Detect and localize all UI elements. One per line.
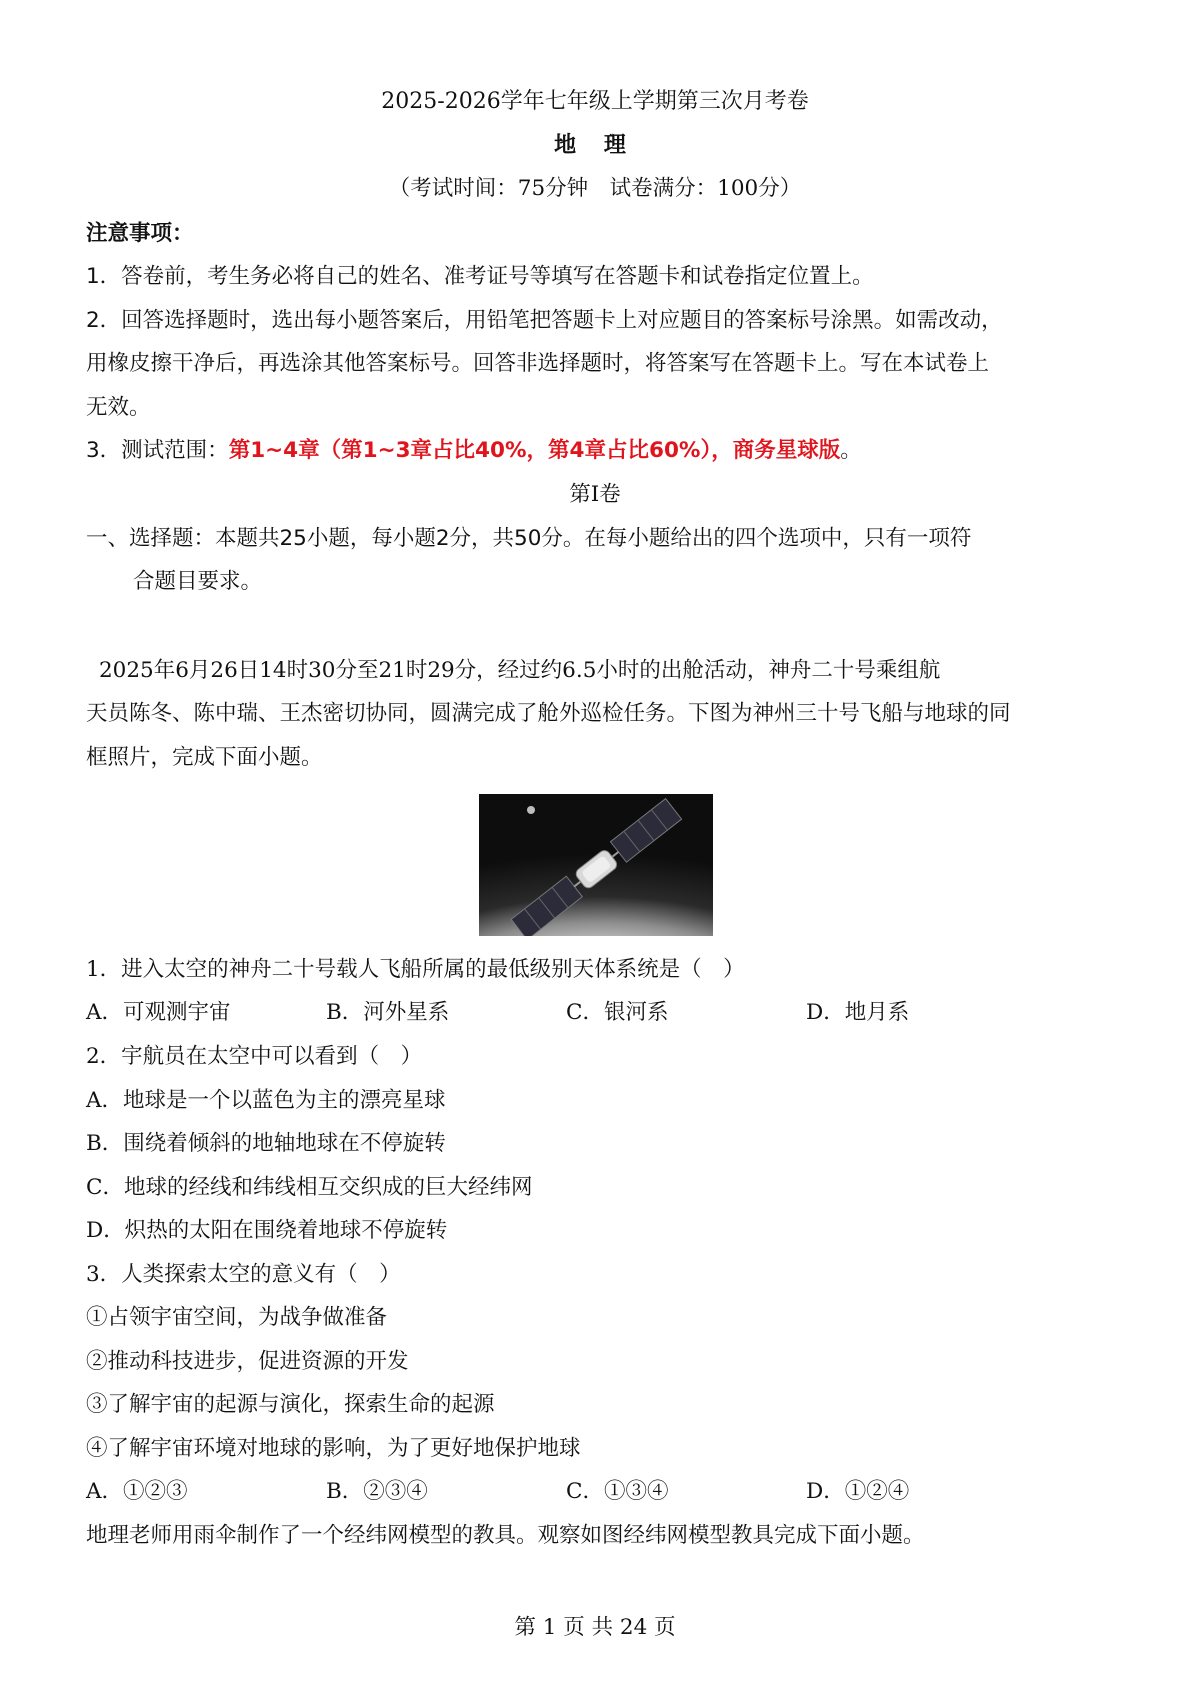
q3-option-d[interactable]: D．①②④	[806, 1479, 910, 1504]
notice-heading: 注意事项：	[86, 221, 194, 246]
page-footer: 第 1 页 共 24 页	[514, 1615, 676, 1640]
notice-item-2-line-1: 2．回答选择题时，选出每小题答案后，用铅笔把答题卡上对应题目的答案标号涂黑。如需改动，	[86, 308, 1003, 333]
q2-option-a[interactable]: A．地球是一个以蓝色为主的漂亮星球	[86, 1088, 446, 1113]
notice-item-1: 1．答卷前，考生务必将自己的姓名、准考证号等填写在答题卡和试卷指定位置上。	[86, 264, 874, 289]
q1-option-b[interactable]: B．河外星系	[326, 1000, 450, 1025]
q3-stem: 3．人类探索太空的意义有（ ）	[86, 1262, 401, 1287]
q2-stem: 2．宇航员在太空中可以看到（ ）	[86, 1044, 423, 1069]
notice-item-3-suffix: 。	[840, 438, 862, 463]
notice-item-2-line-3: 无效。	[86, 395, 151, 420]
exam-info: （考试时间：75分钟 试卷满分：100分）	[388, 176, 802, 201]
spacecraft-earth-photo	[479, 794, 713, 936]
q3-item-3: ③了解宇宙的起源与演化，探索生命的起源	[86, 1392, 495, 1417]
passage-1-line-1: 2025年6月26日14时30分至21时29分，经过约6.5小时的出舱活动，神舟二十号乘组航	[99, 658, 941, 683]
q1-option-d[interactable]: D．地月系	[806, 1000, 910, 1025]
q2-option-d[interactable]: D．炽热的太阳在围绕着地球不停旋转	[86, 1218, 448, 1243]
exam-title: 2025-2026学年七年级上学期第三次月考卷	[381, 89, 809, 114]
subject-title: 地 理	[554, 133, 636, 158]
q2-option-c[interactable]: C．地球的经线和纬线相互交织成的巨大经纬网	[86, 1175, 533, 1200]
passage-1-line-3: 框照片，完成下面小题。	[86, 745, 323, 770]
spacecraft-icon	[479, 794, 713, 936]
q2-option-b[interactable]: B．围绕着倾斜的地轴地球在不停旋转	[86, 1131, 446, 1156]
section-1-heading-line-1: 一、选择题：本题共25小题，每小题2分，共50分。在每小题给出的四个选项中，只有一项符	[86, 526, 972, 551]
notice-item-3-prefix: 3．测试范围：	[86, 438, 229, 463]
q3-options	[86, 1477, 1106, 1507]
q1-option-c[interactable]: C．银河系	[566, 1000, 669, 1025]
passage-1-line-2: 天员陈冬、陈中瑞、王杰密切协同，圆满完成了舱外巡检任务。下图为神州三十号飞船与地球的同	[86, 701, 1011, 726]
q3-option-a[interactable]: A．①②③	[86, 1479, 188, 1504]
q1-options	[86, 998, 1106, 1028]
notice-item-2-line-2: 用橡皮擦干净后，再选涂其他答案标号。回答非选择题时，将答案写在答题卡上。写在本试卷上	[86, 351, 990, 376]
q3-item-2: ②推动科技进步，促进资源的开发	[86, 1349, 409, 1374]
q3-item-1: ①占领宇宙空间，为战争做准备	[86, 1305, 388, 1330]
q1-stem: 1．进入太空的神舟二十号载人飞船所属的最低级别天体系统是（ ）	[86, 957, 745, 982]
q3-option-c[interactable]: C．①③④	[566, 1479, 669, 1504]
passage-2: 地理老师用雨伞制作了一个经纬网模型的教具。观察如图经纬网模型教具完成下面小题。	[86, 1523, 925, 1548]
q3-item-4: ④了解宇宙环境对地球的影响，为了更好地保护地球	[86, 1436, 581, 1461]
q3-option-b[interactable]: B．②③④	[326, 1479, 428, 1504]
q1-option-a[interactable]: A．可观测宇宙	[86, 1000, 231, 1025]
notice-item-3	[86, 436, 1104, 466]
volume-label: 第Ⅰ卷	[569, 482, 621, 507]
section-1-heading-line-2: 合题目要求。	[133, 569, 263, 594]
test-range: 第1~4章（第1~3章占比40%，第4章占比60%），商务星球版	[228, 438, 841, 463]
